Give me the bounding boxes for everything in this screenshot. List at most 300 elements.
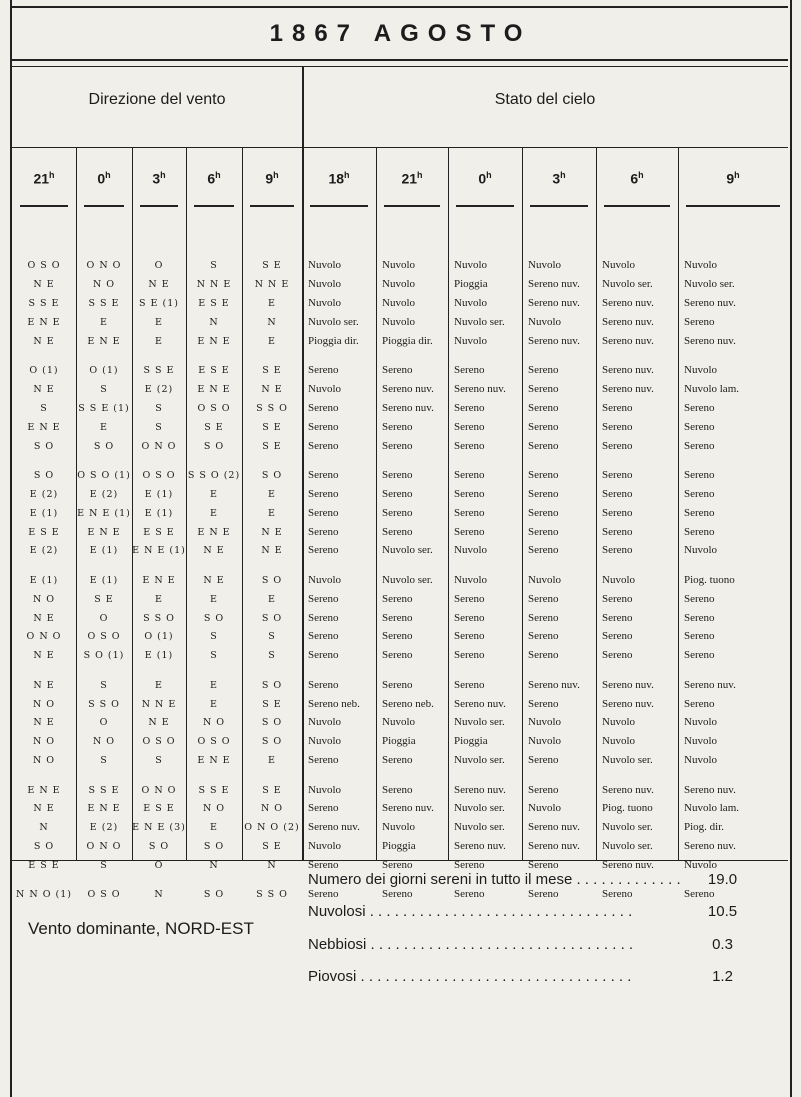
sky-cell: Nuvolo <box>382 821 415 834</box>
wind-cell: S <box>100 679 108 691</box>
sky-cell: Sereno <box>454 888 485 901</box>
wind-cell: N E <box>148 717 170 729</box>
wind-cell: E N E (1) <box>77 507 131 519</box>
wind-cell: S <box>210 631 218 643</box>
sky-cell: Sereno <box>602 506 633 519</box>
wind-cell: N O <box>32 755 56 767</box>
sky-cell: Sereno <box>684 649 715 662</box>
column-rule <box>76 147 77 860</box>
wind-cell: E N E (3) <box>132 822 186 834</box>
column-rule <box>242 147 243 860</box>
sky-cell: Sereno <box>454 525 485 538</box>
wind-cell: O N O (2) <box>244 822 300 834</box>
sky-cell: Sereno <box>308 802 339 815</box>
sky-cell: Nuvolo <box>308 296 341 309</box>
sky-group-header: Stato del cielo <box>494 91 596 108</box>
column-rule <box>678 147 679 860</box>
sky-cell: Sereno neb. <box>382 697 434 710</box>
sky-cell: Sereno nuv. <box>528 334 580 347</box>
wind-cell: O <box>99 717 109 729</box>
sky-cell: Sereno nuv. <box>528 821 580 834</box>
sky-cell: Sereno <box>602 468 633 481</box>
sky-cell: Sereno <box>684 506 715 519</box>
wind-cell: S E <box>262 698 282 710</box>
wind-cell: N E <box>203 574 225 586</box>
wind-cell: S E <box>262 440 282 452</box>
sky-cell: Sereno <box>454 468 485 481</box>
wind-cell: O S O <box>142 469 176 481</box>
sky-cell: Nuvolo <box>308 259 341 271</box>
wind-hour-header: 21$^h$ <box>33 170 55 187</box>
header-underline <box>686 205 780 207</box>
wind-cell: S <box>100 383 108 395</box>
sky-cell: Nuvolo <box>684 716 717 729</box>
sky-cell: Sereno <box>602 420 633 433</box>
column-rule <box>376 147 377 860</box>
sky-cell: Sereno <box>308 754 339 767</box>
summary-value-sereni: 19.0 <box>707 871 738 888</box>
sky-cell: Sereno <box>528 649 559 662</box>
sky-cell: Nuvolo ser. <box>382 573 433 586</box>
sky-cell: Sereno <box>602 611 633 624</box>
sky-cell: Pioggia <box>454 277 488 290</box>
sky-cell: Sereno nuv. <box>684 783 736 796</box>
sky-cell: Sereno <box>528 420 559 433</box>
sky-cell: Sereno <box>308 439 339 452</box>
wind-cell: E N E <box>197 755 231 767</box>
summary-value-nebbiosi: 0.3 <box>712 936 733 953</box>
column-rule <box>448 147 449 860</box>
sky-cell: Sereno <box>308 611 339 624</box>
header-underline <box>310 205 368 207</box>
sky-cell: Nuvolo <box>602 573 635 586</box>
sky-cell: Sereno nuv. <box>602 697 654 710</box>
wind-cell: S E <box>262 364 282 376</box>
sky-cell: Nuvolo <box>528 573 561 586</box>
sky-cell: Sereno <box>602 401 633 414</box>
wind-cell: E (1) <box>29 574 59 586</box>
wind-cell: N E <box>33 717 55 729</box>
sky-cell: Nuvolo <box>382 259 415 271</box>
sky-cell: Sereno <box>684 315 715 328</box>
sky-cell: Sereno <box>382 678 413 691</box>
sky-cell: Sereno <box>308 678 339 691</box>
column-rule <box>132 147 133 860</box>
sky-cell: Sereno <box>382 439 413 452</box>
wind-cell: S <box>155 402 163 414</box>
wind-cell: O S O <box>27 260 61 271</box>
sky-cell: Sereno <box>684 487 715 500</box>
wind-cell: S <box>155 755 163 767</box>
sky-cell: Nuvolo <box>684 754 717 767</box>
sky-cell: Sereno <box>382 468 413 481</box>
wind-cell: S <box>100 755 108 767</box>
sky-cell: Nuvolo ser. <box>382 544 433 557</box>
wind-cell: S O <box>261 736 283 748</box>
sky-cell: Sereno <box>528 401 559 414</box>
wind-cell: E (2) <box>144 383 174 395</box>
wind-cell: N E <box>33 679 55 691</box>
header-underline <box>456 205 514 207</box>
sky-cell: Sereno <box>308 468 339 481</box>
wind-cell: S S E (1) <box>78 402 130 414</box>
wind-cell: S O <box>203 889 225 901</box>
sky-hour-header: 3$^h$ <box>552 170 566 187</box>
sky-cell: Sereno <box>382 754 413 767</box>
sky-cell: Nuvolo <box>454 573 487 586</box>
wind-cell: S O <box>33 469 55 481</box>
summary-label-nuvolosi: Nuvolosi . . . . . . . . . . . . . . . . . . . . . . . . . . . . . . . . <box>308 903 633 920</box>
title-rule <box>12 59 788 61</box>
wind-cell: N <box>267 860 277 872</box>
wind-hour-header: 6$^h$ <box>207 170 221 187</box>
sky-cell: Sereno nuv. <box>528 296 580 309</box>
wind-cell: E <box>155 316 163 328</box>
sky-cell: Sereno nuv. <box>602 363 654 376</box>
sky-cell: Nuvolo ser. <box>454 821 505 834</box>
wind-cell: E <box>210 507 218 519</box>
sky-cell: Sereno <box>308 506 339 519</box>
sky-cell: Sereno <box>308 544 339 557</box>
wind-cell: S O <box>261 717 283 729</box>
wind-cell: E <box>100 316 108 328</box>
wind-cell: E <box>210 698 218 710</box>
sky-cell: Sereno <box>308 487 339 500</box>
sky-cell: Nuvolo <box>382 315 415 328</box>
sky-cell: Sereno nuv. <box>602 334 654 347</box>
sky-cell: Sereno <box>602 888 633 901</box>
sky-cell: Sereno <box>528 506 559 519</box>
sky-cell: Sereno <box>684 468 715 481</box>
sky-cell: Sereno <box>602 630 633 643</box>
wind-hour-header: 0$^h$ <box>97 170 111 187</box>
sky-cell: Sereno nuv. <box>602 783 654 796</box>
wind-cell: E S E <box>198 297 230 309</box>
sky-cell: Nuvolo lam. <box>684 382 739 395</box>
wind-cell: O S O <box>197 402 231 414</box>
header-underline <box>194 205 234 207</box>
wind-cell: S O <box>261 469 283 481</box>
wind-cell: E N E <box>142 574 176 586</box>
sky-cell: Piog. tuono <box>684 573 735 586</box>
wind-cell: N E <box>261 526 283 538</box>
sky-cell: Sereno <box>454 420 485 433</box>
wind-cell: S S E <box>88 297 120 309</box>
wind-cell: N E <box>203 545 225 557</box>
wind-cell: E N E <box>87 526 121 538</box>
wind-cell: S S E <box>198 784 230 796</box>
wind-cell: S S O <box>88 698 120 710</box>
wind-cell: S <box>210 650 218 662</box>
sky-cell: Sereno <box>454 439 485 452</box>
wind-cell: S O <box>93 440 115 452</box>
wind-cell: S <box>210 260 218 271</box>
sky-cell: Nuvolo <box>454 296 487 309</box>
header-underline <box>84 205 124 207</box>
wind-cell: S E (1) <box>139 297 179 309</box>
sky-cell: Nuvolo ser. <box>684 277 735 290</box>
sky-cell: Sereno <box>528 439 559 452</box>
sky-cell: Sereno <box>684 420 715 433</box>
sky-cell: Sereno <box>602 544 633 557</box>
sky-cell: Sereno nuv. <box>528 840 580 853</box>
wind-cell: S O <box>203 440 225 452</box>
sky-cell: Sereno <box>308 649 339 662</box>
sky-cell: Sereno nuv. <box>454 783 506 796</box>
wind-cell: N O <box>92 736 116 748</box>
wind-cell: S O <box>261 574 283 586</box>
sky-cell: Sereno nuv. <box>454 382 506 395</box>
sky-cell: Sereno <box>382 783 413 796</box>
wind-cell: E (1) <box>144 488 174 500</box>
wind-cell: S O <box>261 679 283 691</box>
wind-cell: E <box>210 679 218 691</box>
wind-cell: S O (1) <box>83 650 125 662</box>
sky-cell: Pioggia dir. <box>308 334 359 347</box>
wind-cell: E N E <box>87 335 121 347</box>
sky-cell: Nuvolo <box>454 334 487 347</box>
wind-cell: E <box>210 488 218 500</box>
sky-cell: Nuvolo <box>308 277 341 290</box>
wind-cell: E N E <box>197 526 231 538</box>
wind-cell: N O <box>92 278 116 290</box>
wind-cell: S E <box>262 421 282 433</box>
sky-cell: Sereno nuv. <box>602 296 654 309</box>
sky-cell: Nuvolo ser. <box>308 315 359 328</box>
wind-cell: N E <box>33 335 55 347</box>
wind-cell: N E <box>261 383 283 395</box>
sky-cell: Sereno nuv. <box>602 382 654 395</box>
sky-hour-header: 18$^h$ <box>328 170 350 187</box>
sky-cell: Sereno nuv. <box>602 678 654 691</box>
wind-cell: N O <box>32 736 56 748</box>
wind-cell: S O <box>33 440 55 452</box>
wind-cell: S S E <box>88 784 120 796</box>
wind-cell: E N E <box>87 803 121 815</box>
wind-cell: N N O (1) <box>16 889 72 901</box>
page-title: 1867 AGOSTO <box>269 20 532 47</box>
sky-cell: Sereno nuv. <box>602 859 654 872</box>
sky-cell: Nuvolo ser. <box>602 754 653 767</box>
wind-cell: N O <box>32 698 56 710</box>
sky-cell: Sereno nuv. <box>454 840 506 853</box>
sky-cell: Nuvolo ser. <box>602 840 653 853</box>
wind-cell: E S E <box>143 803 175 815</box>
sky-cell: Sereno <box>308 363 339 376</box>
sky-cell: Sereno <box>602 592 633 605</box>
wind-cell: E (1) <box>144 650 174 662</box>
sky-cell: Nuvolo <box>382 716 415 729</box>
wind-cell: O (1) <box>29 364 59 376</box>
wind-cell: O <box>99 612 109 624</box>
sky-cell: Sereno <box>308 592 339 605</box>
sky-cell: Nuvolo <box>684 735 717 748</box>
column-rule <box>596 147 597 860</box>
wind-cell: S S O <box>256 889 288 901</box>
wind-cell: E S E <box>143 526 175 538</box>
sky-cell: Sereno <box>454 678 485 691</box>
sky-cell: Sereno <box>528 611 559 624</box>
sky-cell: Sereno <box>684 592 715 605</box>
wind-cell: N E <box>33 803 55 815</box>
sky-cell: Sereno <box>382 487 413 500</box>
sky-cell: Sereno neb. <box>308 697 360 710</box>
sky-cell: Sereno <box>684 439 715 452</box>
wind-cell: E (2) <box>89 488 119 500</box>
wind-cell: N <box>154 889 164 901</box>
sky-cell: Nuvolo ser. <box>454 716 505 729</box>
wind-cell: E <box>100 421 108 433</box>
wind-cell: S <box>268 650 276 662</box>
sky-cell: Sereno <box>528 363 559 376</box>
sky-hour-header: 9$^h$ <box>726 170 740 187</box>
sky-cell: Nuvolo <box>684 259 717 271</box>
summary-label-nebbiosi: Nebbiosi . . . . . . . . . . . . . . . . . . . . . . . . . . . . . . . . <box>308 936 634 953</box>
wind-cell: N N E <box>141 698 177 710</box>
sky-cell: Nuvolo <box>684 363 717 376</box>
wind-cell: E <box>268 335 276 347</box>
wind-cell: S E <box>94 593 114 605</box>
summary-label-piovosi: Piovosi . . . . . . . . . . . . . . . . . . . . . . . . . . . . . . . . . <box>308 968 632 985</box>
wind-cell: N O <box>202 803 226 815</box>
sky-hour-header: 0$^h$ <box>478 170 492 187</box>
wind-cell: E N E <box>27 316 61 328</box>
sky-cell: Nuvolo ser. <box>454 754 505 767</box>
sky-cell: Sereno <box>528 697 559 710</box>
sky-cell: Sereno <box>308 888 339 901</box>
sky-cell: Sereno nuv. <box>382 382 434 395</box>
sky-cell: Sereno nuv. <box>602 315 654 328</box>
sky-cell: Sereno <box>684 697 715 710</box>
title-rule-thin <box>12 66 788 67</box>
sky-cell: Sereno <box>454 611 485 624</box>
sky-cell: Sereno <box>382 649 413 662</box>
sky-cell: Sereno <box>602 649 633 662</box>
sky-cell: Sereno <box>382 525 413 538</box>
wind-cell: O <box>154 860 164 872</box>
wind-cell: N E <box>33 650 55 662</box>
sky-cell: Nuvolo <box>308 735 341 748</box>
sky-cell: Sereno <box>528 525 559 538</box>
wind-cell: S <box>155 421 163 433</box>
sky-cell: Sereno <box>308 859 339 872</box>
wind-cell: E <box>268 593 276 605</box>
header-underline <box>604 205 670 207</box>
sky-cell: Sereno <box>454 592 485 605</box>
header-underline <box>384 205 440 207</box>
wind-cell: O S O <box>142 736 176 748</box>
sky-cell: Sereno nuv. <box>684 334 736 347</box>
sky-cell: Nuvolo <box>528 259 561 271</box>
wind-cell: E S E <box>198 364 230 376</box>
wind-cell: E <box>268 507 276 519</box>
sky-cell: Sereno <box>454 649 485 662</box>
sky-cell: Piog. dir. <box>684 821 725 834</box>
sky-cell: Sereno <box>308 401 339 414</box>
sky-cell: Nuvolo ser. <box>602 277 653 290</box>
sky-cell: Sereno <box>602 487 633 500</box>
sky-cell: Nuvolo ser. <box>454 802 505 815</box>
wind-cell: E (2) <box>29 545 59 557</box>
sky-cell: Nuvolo <box>454 544 487 557</box>
summary-label-sereni: Numero dei giorni sereni in tutto il mese . . . . . . . . . . . . . <box>308 871 681 888</box>
sky-cell: Sereno <box>454 363 485 376</box>
sky-cell: Nuvolo <box>528 802 561 815</box>
wind-cell: S <box>268 631 276 643</box>
summary-value-nuvolosi: 10.5 <box>707 903 738 920</box>
wind-cell: E S E <box>28 526 60 538</box>
wind-cell: E <box>155 335 163 347</box>
header-underline <box>250 205 294 207</box>
wind-cell: O S O <box>197 736 231 748</box>
wind-hour-header: 9$^h$ <box>265 170 279 187</box>
sky-cell: Sereno <box>382 506 413 519</box>
sky-cell: Sereno <box>382 611 413 624</box>
wind-cell: O (1) <box>144 631 174 643</box>
wind-cell: S <box>40 402 48 414</box>
sky-cell: Sereno <box>382 363 413 376</box>
sky-cell: Pioggia <box>382 840 416 853</box>
header-underline <box>140 205 178 207</box>
sky-cell: Nuvolo <box>308 573 341 586</box>
column-rule <box>522 147 523 860</box>
wind-cell: S E <box>204 421 224 433</box>
wind-cell: S S O <box>256 402 288 414</box>
wind-cell: S S O <box>143 612 175 624</box>
header-underline <box>530 205 588 207</box>
sky-cell: Nuvolo <box>602 716 635 729</box>
sky-cell: Nuvolo lam. <box>684 802 739 815</box>
wind-cell: S O <box>203 841 225 853</box>
sky-cell: Sereno <box>684 401 715 414</box>
wind-cell: O N O <box>26 631 62 643</box>
sky-cell: Nuvolo <box>684 859 717 872</box>
sky-cell: Sereno <box>528 544 559 557</box>
wind-cell: S S O (2) <box>187 469 241 481</box>
sky-cell: Nuvolo <box>454 259 487 271</box>
sky-cell: Nuvolo <box>382 277 415 290</box>
sky-cell: Nuvolo <box>308 382 341 395</box>
sky-cell: Sereno <box>684 525 715 538</box>
sky-cell: Sereno <box>454 401 485 414</box>
sky-hour-header: 21$^h$ <box>401 170 423 187</box>
sky-cell: Sereno <box>382 859 413 872</box>
wind-cell: E S E <box>28 860 60 872</box>
wind-cell: N O <box>260 803 284 815</box>
wind-cell: E (1) <box>29 507 59 519</box>
sky-cell: Pioggia <box>454 735 488 748</box>
wind-cell: N E <box>33 612 55 624</box>
wind-cell: N <box>209 316 219 328</box>
wind-cell: S E <box>262 260 282 271</box>
wind-cell: N E <box>33 383 55 395</box>
sky-cell: Nuvolo <box>602 735 635 748</box>
sky-cell: Sereno <box>528 888 559 901</box>
sky-cell: Sereno <box>528 382 559 395</box>
sky-cell: Sereno <box>528 630 559 643</box>
sky-cell: Nuvolo <box>382 296 415 309</box>
sky-cell: Sereno nuv. <box>382 802 434 815</box>
group-header-rule <box>12 147 788 148</box>
sky-cell: Sereno <box>308 420 339 433</box>
sky-cell: Sereno <box>602 439 633 452</box>
wind-cell: E (2) <box>29 488 59 500</box>
wind-cell: S <box>100 860 108 872</box>
wind-cell: E <box>268 755 276 767</box>
wind-cell: E (1) <box>144 507 174 519</box>
sky-cell: Sereno <box>684 630 715 643</box>
sky-cell: Sereno <box>528 592 559 605</box>
